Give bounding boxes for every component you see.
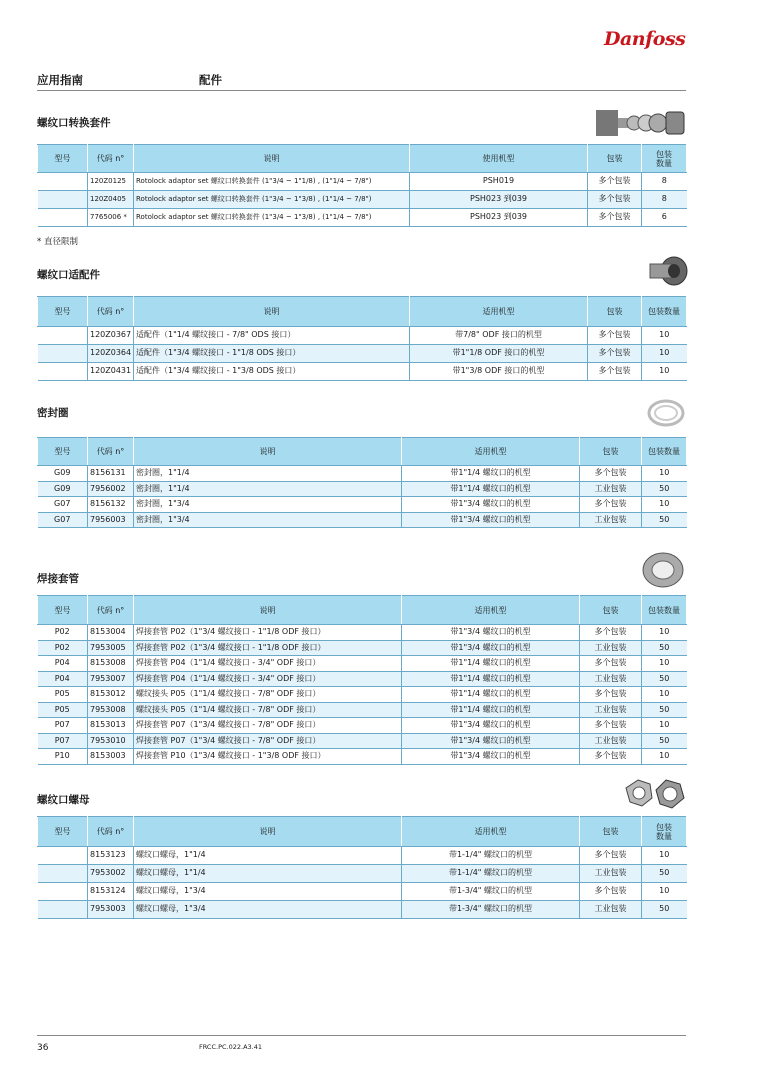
- cell-packaging: 多个包装: [588, 363, 642, 381]
- cell-code: 120Z0405: [88, 191, 134, 209]
- table-row: [38, 671, 687, 687]
- cell-applicable-model: 带1"1/4 螺纹口的机型: [402, 466, 580, 482]
- cell-model: [38, 847, 88, 865]
- cell-description: 螺纹接头 P05（1"1/4 螺纹接口 - 7/8" ODF 接口）: [134, 702, 402, 718]
- section-title-rotolock-adaptor: 螺纹口适配件: [37, 269, 100, 281]
- cell-applicable-model: 带1"3/8 ODF 接口的机型: [410, 363, 588, 381]
- table-row: [38, 497, 687, 513]
- cell-model: P02: [38, 625, 88, 641]
- cell-model: G09: [38, 466, 88, 482]
- cell-description: 焊接套管 P07（1"3/4 螺纹接口 - 7/8" ODF 接口）: [134, 718, 402, 734]
- cell-quantity: 50: [642, 733, 687, 749]
- cell-quantity: 10: [642, 847, 687, 865]
- col-header: 适用机型: [402, 596, 580, 625]
- cell-description: 适配件（1"3/4 螺纹接口 - 1"3/8 ODS 接口）: [134, 363, 410, 381]
- cell-applicable-model: 带1"3/4 螺纹口的机型: [402, 733, 580, 749]
- cell-packaging: 多个包装: [580, 656, 642, 672]
- cell-code: 120Z0125: [88, 173, 134, 191]
- cell-model: P05: [38, 702, 88, 718]
- col-header: 型号: [38, 817, 88, 847]
- col-header: 说明: [134, 817, 402, 847]
- cell-code: 8153012: [88, 687, 134, 703]
- cell-code: 120Z0364: [88, 345, 134, 363]
- cell-description: 螺纹口螺母，1"1/4: [134, 847, 402, 865]
- col-header: 包装数量: [642, 596, 687, 625]
- table-header-row: [38, 817, 687, 847]
- cell-packaging: 多个包装: [588, 209, 642, 227]
- gasket-table: [37, 437, 687, 528]
- solder-sleeve-image: [640, 550, 686, 590]
- col-header: 包装: [588, 145, 642, 173]
- cell-packaging: 多个包装: [580, 497, 642, 513]
- cell-description: 焊接套管 P02（1"3/4 螺纹接口 - 1"1/8 ODF 接口）: [134, 625, 402, 641]
- cell-code: 7953002: [88, 865, 134, 883]
- cell-applicable-model: 带1"3/4 螺纹口的机型: [402, 640, 580, 656]
- cell-quantity: 50: [642, 640, 687, 656]
- cell-quantity: 10: [642, 718, 687, 734]
- cell-packaging: 工业包装: [580, 733, 642, 749]
- table-row: [38, 901, 687, 919]
- cell-quantity: 10: [642, 883, 687, 901]
- cell-model: P10: [38, 749, 88, 765]
- cell-description: 密封圈，1"1/4: [134, 466, 402, 482]
- col-header: 包装: [580, 438, 642, 466]
- cell-model: P04: [38, 656, 88, 672]
- cell-code: 8153003: [88, 749, 134, 765]
- cell-description: 焊接套管 P04（1"1/4 螺纹接口 - 3/4" ODF 接口）: [134, 656, 402, 672]
- rotolock-nut-table: [37, 816, 687, 919]
- page-number: 36: [37, 1043, 49, 1053]
- header-guide-title: 应用指南: [37, 73, 83, 87]
- col-header: 包装: [580, 596, 642, 625]
- cell-model: [38, 363, 88, 381]
- rotolock-adaptor-table: [37, 296, 687, 381]
- cell-code: 7956003: [88, 512, 134, 528]
- cell-quantity: 10: [642, 363, 687, 381]
- col-header: 包装数量: [642, 438, 687, 466]
- cell-model: [38, 345, 88, 363]
- cell-applicable-model: 带1"3/4 螺纹口的机型: [402, 497, 580, 513]
- cell-applicable-model: 带1"1/8 ODF 接口的机型: [410, 345, 588, 363]
- cell-model: [38, 865, 88, 883]
- cell-applicable-model: 带1-3/4" 螺纹口的机型: [402, 883, 580, 901]
- cell-packaging: 多个包装: [580, 625, 642, 641]
- col-header: 包装 数量: [642, 817, 687, 847]
- col-header: 使用机型: [410, 145, 588, 173]
- adaptor-image: [646, 255, 688, 289]
- cell-quantity: 50: [642, 865, 687, 883]
- table-row: [38, 512, 687, 528]
- cell-model: [38, 191, 88, 209]
- col-header: 型号: [38, 596, 88, 625]
- cell-applicable-model: 带1"1/4 螺纹口的机型: [402, 702, 580, 718]
- cell-quantity: 10: [642, 497, 687, 513]
- col-header: 包装: [588, 297, 642, 327]
- table-row: [38, 733, 687, 749]
- cell-model: P07: [38, 733, 88, 749]
- cell-quantity: 10: [642, 345, 687, 363]
- cell-quantity: 50: [642, 671, 687, 687]
- cell-model: P04: [38, 671, 88, 687]
- cell-model: G09: [38, 481, 88, 497]
- cell-quantity: 50: [642, 901, 687, 919]
- cell-quantity: 50: [642, 481, 687, 497]
- table-header-row: [38, 145, 687, 173]
- cell-packaging: 工业包装: [580, 671, 642, 687]
- cell-code: 8153008: [88, 656, 134, 672]
- diameter-note: * 直径限制: [37, 237, 78, 247]
- cell-packaging: 多个包装: [580, 687, 642, 703]
- cell-packaging: 多个包装: [580, 466, 642, 482]
- cell-code: 8153013: [88, 718, 134, 734]
- adaptor-set-table: [37, 144, 687, 227]
- cell-model: [38, 901, 88, 919]
- cell-description: 密封圈，1"3/4: [134, 512, 402, 528]
- cell-applicable-model: 带1"3/4 螺纹口的机型: [402, 749, 580, 765]
- cell-applicable-model: 带1-3/4" 螺纹口的机型: [402, 901, 580, 919]
- header-section-title: 配件: [199, 73, 222, 87]
- cell-packaging: 工业包装: [580, 702, 642, 718]
- table-header-row: [38, 438, 687, 466]
- cell-description: 密封圈，1"1/4: [134, 481, 402, 497]
- cell-description: 螺纹口螺母，1"3/4: [134, 901, 402, 919]
- cell-applicable-model: 带1"1/4 螺纹口的机型: [402, 481, 580, 497]
- cell-applicable-model: 带1"3/4 螺纹口的机型: [402, 718, 580, 734]
- table-row: [38, 883, 687, 901]
- cell-applicable-model: PSH019: [410, 173, 588, 191]
- cell-description: 螺纹接头 P05（1"1/4 螺纹接口 - 7/8" ODF 接口）: [134, 687, 402, 703]
- col-header: 说明: [134, 596, 402, 625]
- cell-model: P02: [38, 640, 88, 656]
- cell-code: 7953005: [88, 640, 134, 656]
- table-row: [38, 345, 687, 363]
- cell-quantity: 8: [642, 191, 687, 209]
- cell-code: 8153123: [88, 847, 134, 865]
- table-row: [38, 466, 687, 482]
- cell-model: P05: [38, 687, 88, 703]
- cell-quantity: 10: [642, 625, 687, 641]
- cell-code: 8153004: [88, 625, 134, 641]
- col-header: 包装 数量: [642, 145, 687, 173]
- cell-packaging: 多个包装: [580, 749, 642, 765]
- cell-quantity: 8: [642, 173, 687, 191]
- cell-description: 适配件（1"1/4 螺纹接口 - 7/8" ODS 接口）: [134, 327, 410, 345]
- cell-applicable-model: 带1-1/4" 螺纹口的机型: [402, 865, 580, 883]
- table-row: [38, 481, 687, 497]
- cell-applicable-model: 带1"3/4 螺纹口的机型: [402, 512, 580, 528]
- cell-description: 焊接套管 P04（1"1/4 螺纹接口 - 3/4" ODF 接口）: [134, 671, 402, 687]
- cell-model: P07: [38, 718, 88, 734]
- table-row: [38, 173, 687, 191]
- table-row: [38, 749, 687, 765]
- table-row: [38, 209, 687, 227]
- table-header-row: [38, 297, 687, 327]
- cell-applicable-model: PSH023 到039: [410, 209, 588, 227]
- nut-image: [622, 776, 688, 812]
- cell-packaging: 工业包装: [580, 640, 642, 656]
- table-row: [38, 625, 687, 641]
- cell-quantity: 10: [642, 466, 687, 482]
- cell-model: G07: [38, 512, 88, 528]
- table-header-row: [38, 596, 687, 625]
- gasket-image: [646, 398, 686, 428]
- table-row: [38, 640, 687, 656]
- cell-model: [38, 209, 88, 227]
- cell-packaging: 工业包装: [580, 901, 642, 919]
- col-header: 适用机型: [410, 297, 588, 327]
- col-header: 说明: [134, 145, 410, 173]
- cell-quantity: 10: [642, 327, 687, 345]
- cell-description: Rotolock adaptor set 螺纹口转换套件 (1"3/4 ~ 1"1/8) , (1"1/4 ~ 7/8"): [134, 173, 410, 191]
- col-header: 适用机型: [402, 817, 580, 847]
- col-header: 适用机型: [402, 438, 580, 466]
- cell-description: 适配件（1"3/4 螺纹接口 - 1"1/8 ODS 接口）: [134, 345, 410, 363]
- table-row: [38, 327, 687, 345]
- cell-packaging: 多个包装: [580, 883, 642, 901]
- col-header: 型号: [38, 145, 88, 173]
- table-row: [38, 847, 687, 865]
- cell-model: [38, 173, 88, 191]
- cell-packaging: 工业包装: [580, 481, 642, 497]
- cell-quantity: 50: [642, 512, 687, 528]
- cell-model: G07: [38, 497, 88, 513]
- table-row: [38, 865, 687, 883]
- cell-applicable-model: 带1"3/4 螺纹口的机型: [402, 625, 580, 641]
- col-header: 说明: [134, 297, 410, 327]
- table-row: [38, 191, 687, 209]
- table-row: [38, 363, 687, 381]
- table-row: [38, 656, 687, 672]
- cell-packaging: 多个包装: [580, 718, 642, 734]
- cell-description: 螺纹口螺母，1"1/4: [134, 865, 402, 883]
- cell-quantity: 10: [642, 687, 687, 703]
- cell-code: 8156132: [88, 497, 134, 513]
- cell-packaging: 多个包装: [588, 327, 642, 345]
- document-code: FRCC.PC.022.A3.41: [199, 1043, 262, 1051]
- cell-description: 螺纹口螺母，1"3/4: [134, 883, 402, 901]
- cell-code: 7953010: [88, 733, 134, 749]
- col-header: 代码 n°: [88, 817, 134, 847]
- col-header: 代码 n°: [88, 297, 134, 327]
- cell-quantity: 10: [642, 656, 687, 672]
- cell-code: 7953007: [88, 671, 134, 687]
- cell-packaging: 工业包装: [580, 512, 642, 528]
- col-header: 代码 n°: [88, 438, 134, 466]
- col-header: 型号: [38, 438, 88, 466]
- cell-applicable-model: 带1"1/4 螺纹口的机型: [402, 687, 580, 703]
- cell-description: 焊接套管 P10（1"3/4 螺纹接口 - 1"3/8 ODF 接口）: [134, 749, 402, 765]
- cell-applicable-model: PSH023 到039: [410, 191, 588, 209]
- cell-packaging: 多个包装: [588, 173, 642, 191]
- cell-code: 8156131: [88, 466, 134, 482]
- section-title-gasket: 密封圈: [37, 407, 69, 419]
- col-header: 包装数量: [642, 297, 687, 327]
- table-row: [38, 718, 687, 734]
- cell-packaging: 工业包装: [580, 865, 642, 883]
- solder-sleeve-table: [37, 595, 687, 765]
- cell-packaging: 多个包装: [580, 847, 642, 865]
- cell-model: [38, 883, 88, 901]
- danfoss-logo: Danfoss: [604, 28, 686, 50]
- cell-description: 焊接套管 P02（1"3/4 螺纹接口 - 1"1/8 ODF 接口）: [134, 640, 402, 656]
- col-header: 代码 n°: [88, 145, 134, 173]
- cell-code: 120Z0367: [88, 327, 134, 345]
- section-title-rotolock-nut: 螺纹口螺母: [37, 794, 90, 806]
- footer-rule: [37, 1035, 686, 1036]
- cell-quantity: 50: [642, 702, 687, 718]
- cell-quantity: 6: [642, 209, 687, 227]
- cell-code: 7953008: [88, 702, 134, 718]
- col-header: 包装: [580, 817, 642, 847]
- cell-description: Rotolock adaptor set 螺纹口转换套件 (1"3/4 ~ 1"3/8) , (1"1/4 ~ 7/8"): [134, 209, 410, 227]
- cell-code: 7953003: [88, 901, 134, 919]
- adaptor-set-image: [596, 104, 688, 140]
- cell-description: 焊接套管 P07（1"3/4 螺纹接口 - 7/8" ODF 接口）: [134, 733, 402, 749]
- section-title-solder-sleeve: 焊接套管: [37, 573, 79, 585]
- cell-description: Rotolock adaptor set 螺纹口转换套件 (1"3/4 ~ 1"3/8) , (1"1/4 ~ 7/8"): [134, 191, 410, 209]
- col-header: 代码 n°: [88, 596, 134, 625]
- cell-code: 8153124: [88, 883, 134, 901]
- cell-applicable-model: 带7/8" ODF 接口的机型: [410, 327, 588, 345]
- cell-model: [38, 327, 88, 345]
- section-title-adaptor-set: 螺纹口转换套件: [37, 117, 111, 129]
- header-rule: [37, 90, 686, 91]
- cell-applicable-model: 带1"1/4 螺纹口的机型: [402, 656, 580, 672]
- col-header: 说明: [134, 438, 402, 466]
- table-row: [38, 702, 687, 718]
- cell-applicable-model: 带1"1/4 螺纹口的机型: [402, 671, 580, 687]
- cell-code: 120Z0431: [88, 363, 134, 381]
- table-row: [38, 687, 687, 703]
- cell-code: 7765006 *: [88, 209, 134, 227]
- cell-code: 7956002: [88, 481, 134, 497]
- cell-applicable-model: 带1-1/4" 螺纹口的机型: [402, 847, 580, 865]
- cell-quantity: 10: [642, 749, 687, 765]
- cell-description: 密封圈，1"3/4: [134, 497, 402, 513]
- cell-packaging: 多个包装: [588, 191, 642, 209]
- cell-packaging: 多个包装: [588, 345, 642, 363]
- col-header: 型号: [38, 297, 88, 327]
